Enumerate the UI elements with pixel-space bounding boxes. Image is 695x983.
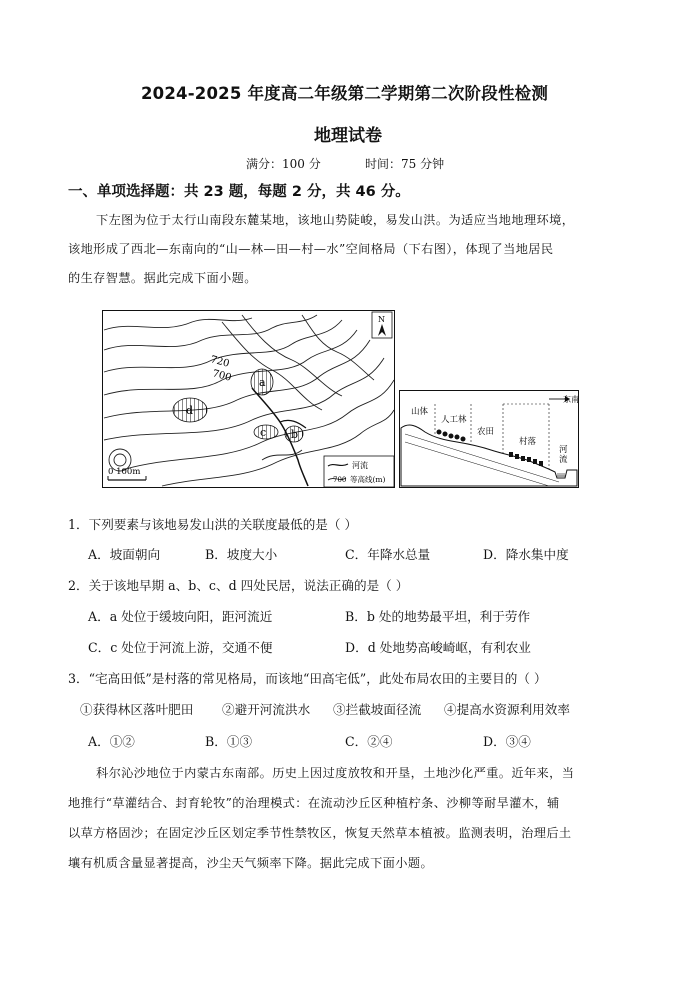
- question-2-option-a[interactable]: A．a 处位于缓坡向阳，距河流近: [88, 609, 273, 624]
- profile-label-village: 村落: [519, 437, 537, 447]
- profile-label-farmland: 农田: [477, 427, 495, 437]
- exam-subject: 地理试卷: [314, 126, 382, 146]
- contour-map: [102, 310, 395, 488]
- question-3-item-1: ①获得林区落叶肥田: [80, 702, 194, 717]
- passage-line: 科尔沁沙地位于内蒙古东南部。历史上因过度放牧和开垦，土地沙化严重。近年来，当: [96, 766, 575, 780]
- section-heading: 一、单项选择题：共 23 题，每题 2 分，共 46 分。: [68, 184, 410, 200]
- passage-line: 以草方格固沙；在固定沙丘区划定季节性禁牧区，恢复天然草本植被。监测表明，治理后土: [68, 826, 572, 840]
- question-3-option-b[interactable]: B．①③: [205, 734, 253, 749]
- legend-contour-text: 等高线(m): [350, 475, 386, 484]
- profile-label-river-1: 河: [559, 445, 568, 455]
- full-score: 满分：100 分: [246, 157, 321, 171]
- site-label-b: b: [291, 428, 299, 441]
- question-3-stem: 3．“宅高田低”是村落的常见格局，而该地“田高宅低”，此处布局农田的主要目的（ ）: [68, 671, 547, 686]
- exam-time: 时间：75 分钟: [365, 157, 445, 171]
- exam-title: 2024-2025 年度高二年级第二学期第二次阶段性检测: [141, 84, 549, 103]
- profile-diagram: [399, 390, 579, 488]
- site-label-d: d: [186, 404, 194, 417]
- legend-river: 河流: [352, 461, 368, 470]
- question-3-item-2: ②避开河流洪水: [222, 702, 311, 717]
- passage-line: 壤有机质含量显著提高，沙尘天气频率下降。据此完成下面小题。: [68, 856, 434, 870]
- question-3-item-4: ④提高水资源利用效率: [444, 702, 570, 717]
- profile-label-river-2: 流: [559, 455, 568, 465]
- question-1-stem: 1．下列要素与该地易发山洪的关联度最低的是（ ）: [68, 517, 358, 532]
- passage-line: 的生存智慧。据此完成下面小题。: [68, 271, 257, 285]
- question-3-option-c[interactable]: C．②④: [345, 734, 393, 749]
- question-1-option-c[interactable]: C．年降水总量: [345, 547, 431, 562]
- question-1-option-d[interactable]: D．降水集中度: [483, 547, 569, 562]
- site-label-a: a: [259, 376, 266, 389]
- question-1-option-a[interactable]: A．坡面朝向: [88, 547, 161, 562]
- passage-line: 该地形成了西北—东南向的“山—林—田—村—水”空间格局（下右图），体现了当地居民: [68, 242, 554, 256]
- legend-contour-value: 700: [333, 476, 347, 484]
- question-3-option-a[interactable]: A．①②: [88, 734, 135, 749]
- question-3-option-d[interactable]: D．③④: [483, 734, 531, 749]
- profile-label-mountain: 山体: [411, 407, 429, 417]
- north-icon: N: [378, 315, 385, 324]
- profile-label-forest: 人工林: [441, 415, 467, 425]
- direction-label: 东南: [563, 395, 579, 404]
- question-3-item-3: ③拦截坡面径流: [333, 702, 422, 717]
- passage-line: 下左图为位于太行山南段东麓某地，该地山势陡峻，易发山洪。为适应当地地理环境，: [96, 213, 575, 227]
- question-2-stem: 2．关于该地早期 a、b、c、d 四处民居，说法正确的是（ ）: [68, 578, 409, 593]
- question-1-option-b[interactable]: B．坡度大小: [205, 547, 278, 562]
- question-2-option-b[interactable]: B．b 处的地势最平坦，利于劳作: [345, 609, 531, 624]
- question-2-option-d[interactable]: D．d 处地势高峻崎岖，有利农业: [345, 640, 531, 655]
- question-2-option-c[interactable]: C．c 处位于河流上游，交通不便: [88, 640, 273, 655]
- contour-label-700: 700: [211, 368, 233, 384]
- passage-line: 地推行“草灌结合、封育轮牧”的治理模式：在流动沙丘区种植柠条、沙柳等耐旱灌木，辅: [68, 796, 560, 810]
- contour-label-720: 720: [209, 354, 231, 370]
- scale-label: 0 100m: [108, 467, 141, 477]
- site-label-c: c: [260, 426, 267, 439]
